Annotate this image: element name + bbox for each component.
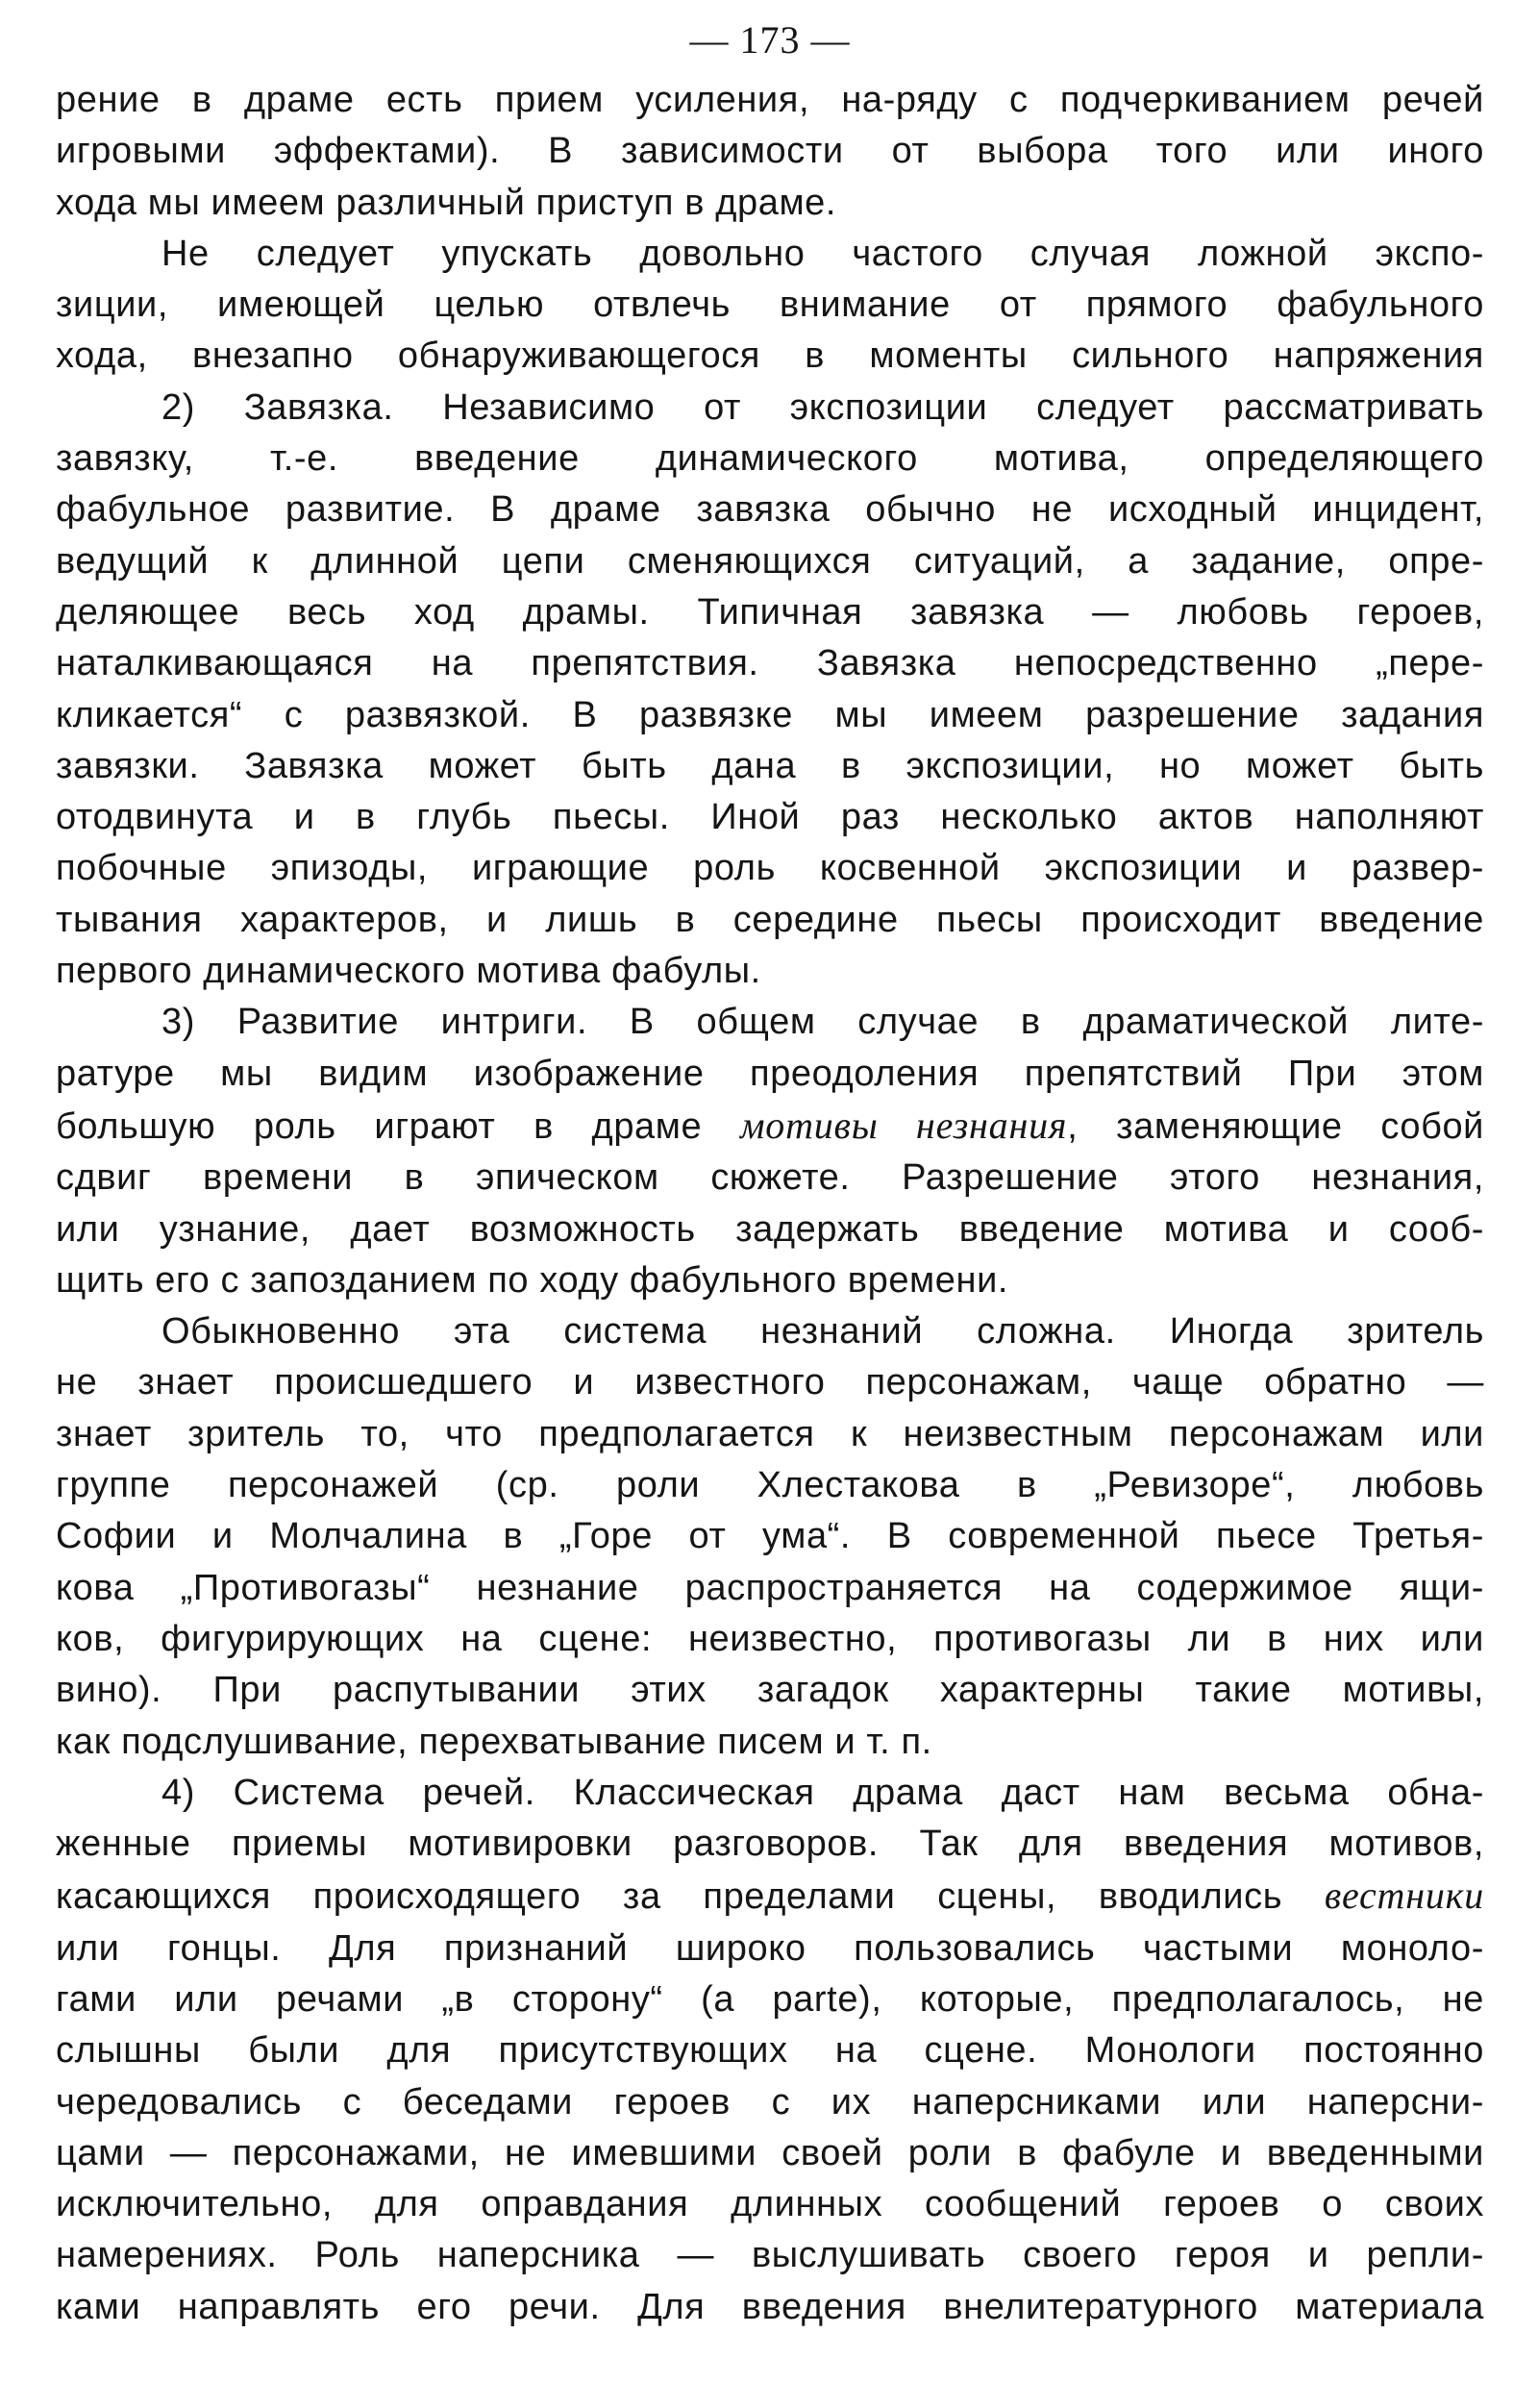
text-line: отодвинута и в глубь пьесы. Иной раз несколько актов наполняют (56, 797, 1484, 838)
text-line: группе персонажей (ср. роли Хлестакова в „Ревизоре“, любовь (56, 1465, 1484, 1506)
text-line: наталкивающаяся на препятствия. Завязка непосредственно „пере- (56, 643, 1484, 684)
text-line: завязки. Завязка может быть дана в экспозиции, но может быть (56, 745, 1484, 786)
text-line: Софии и Молчалина в „Горе от ума“. В современной пьесе Третья- (56, 1516, 1484, 1557)
text-line: 3) Развитие интриги. В общем случае в драматической лите- (161, 1002, 1484, 1043)
text-line: не знает происшедшего и известного персонажам, чаще обратно — (56, 1362, 1484, 1403)
text-line: слышны были для присутствующих на сцене. Монологи постоянно (56, 2030, 1484, 2072)
text-line: или узнание, дает возможность задержать введение мотива и сооб- (56, 1208, 1484, 1250)
text-run: касающихся происходящего за пределами сцены, вводились (56, 1876, 1325, 1918)
text-line: 2) Завязка. Независимо от экспозиции следует рассматривать (161, 386, 1484, 428)
book-page (56, 13, 1484, 2333)
text-line: игровыми эффектами). В зависимости от выбора того или иного (56, 131, 1484, 172)
text-line: Обыкновенно эта система незнаний сложна. Иногда зритель (161, 1311, 1484, 1353)
text-line: гами или речами „в сторону“ (a parte), которые, предполагалось, не (56, 1978, 1484, 2020)
text-line: тывания характеров, и лишь в середине пьесы происходит введение (56, 899, 1484, 940)
text-run: , заменяющие собой (1067, 1105, 1485, 1147)
text-line: побочные эпизоды, играющие роль косвенной экспозиции и развер- (56, 848, 1484, 889)
text-line: чередовались с беседами героев с их наперсниками или наперсни- (56, 2081, 1484, 2123)
text-line: хода мы имеем различный приступ в драме. (56, 182, 837, 223)
text-line: 4) Система речей. Классическая драма даст нам весьма обна- (161, 1772, 1484, 1813)
text-line: ками направлять его речи. Для введения внелитературного материала (56, 2286, 1484, 2327)
text-line: исключительно, для оправдания длинных сообщений героев о своих (56, 2184, 1484, 2225)
text-line: сдвиг времени в эпическом сюжете. Разрешение этого незнания, (56, 1157, 1484, 1199)
text-line (56, 1100, 1484, 1153)
body-text (56, 75, 1484, 2333)
text-line: завязку, т.-е. введение динамического мотива, определяющего (56, 438, 1484, 480)
text-line: Не следует упускать довольно частого случая ложной экспо- (161, 233, 1484, 274)
text-line: деляющее весь ход драмы. Типичная завязка — любовь героев, (56, 591, 1484, 633)
text-line: знает зритель то, что предполагается к неизвестным персонажам или (56, 1413, 1484, 1454)
text-run: большую роль играют в драме (56, 1105, 740, 1147)
text-line: как подслушивание, перехватывание писем и т. п. (56, 1721, 932, 1762)
text-line: рение в драме есть прием усиления, на-ряду с подчеркиванием речей (56, 80, 1484, 120)
text-line (56, 1870, 1484, 1923)
italic-emphasis: мотивы незнания (739, 1103, 1068, 1147)
text-line: вино). При распутывании этих загадок характерны такие мотивы, (56, 1670, 1484, 1711)
text-line: намерениях. Роль наперсника — выслушивать своего героя и репли- (56, 2235, 1484, 2276)
text-line: цами — персонажами, не имевшими своей роли в фабуле и введенными (56, 2132, 1484, 2173)
text-line: женные приемы мотивировки разговоров. Так для введения мотивов, (56, 1824, 1484, 1865)
text-line: кликается“ с развязкой. В развязке мы имеем разрешение задания (56, 694, 1484, 735)
text-line: щить его с запозданием по ходу фабульного времени. (56, 1259, 1009, 1301)
page-number: — 173 — (689, 18, 851, 62)
italic-emphasis: вестники (1324, 1874, 1484, 1918)
text-line: хода, внезапно обнаруживающегося в моменты сильного напряжения (56, 335, 1484, 377)
text-line: первого динамического мотива фабулы. (56, 951, 761, 992)
text-line: ков, фигурирующих на сцене: неизвестно, противогазы ли в них или (56, 1618, 1484, 1659)
text-line: зиции, имеющей целью отвлечь внимание от прямого фабульного (56, 285, 1484, 326)
text-line: или гонцы. Для признаний широко пользовались частыми моноло- (56, 1927, 1484, 1969)
text-line: фабульное развитие. В драме завязка обычно не исходный инцидент, (56, 489, 1484, 531)
text-line: кова „Противогазы“ незнание распространяется на содержимое ящи- (56, 1567, 1484, 1608)
text-line: ведущий к длинной цепи сменяющихся ситуаций, а задание, опре- (56, 540, 1484, 582)
text-line: ратуре мы видим изображение преодоления препятствий При этом (56, 1053, 1484, 1094)
